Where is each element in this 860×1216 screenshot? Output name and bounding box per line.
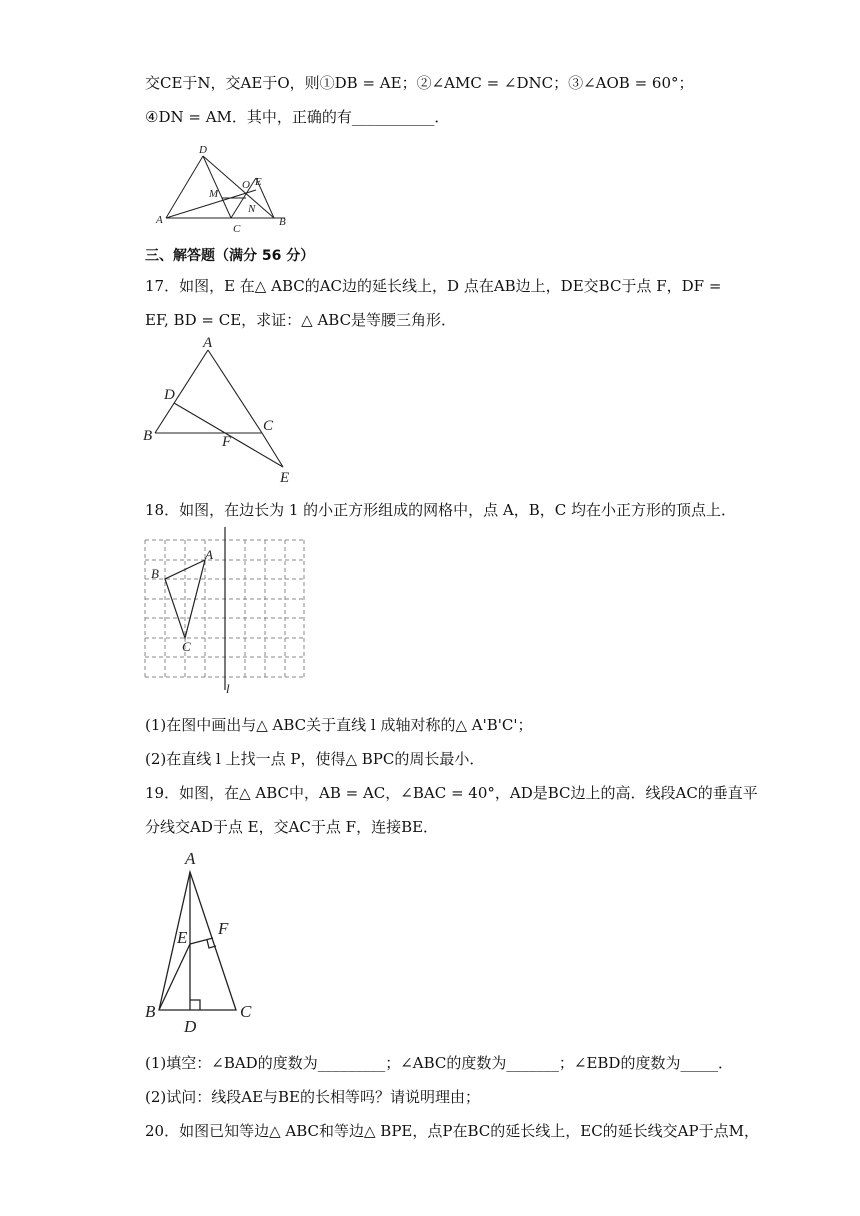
q17-label-A: A [203,335,213,351]
q16-label-D: D [199,144,207,156]
q18-part1: (1)在图中画出与△ ABC关于直线 l 成轴对称的△ A'B'C'； [145,716,533,734]
q18-label-C: C [182,639,191,654]
q17-label-D: D [164,387,175,403]
q17-label-E: E [280,470,290,486]
q19-label-C: C [240,1002,252,1021]
q19-part1: (1)填空：∠BAD的度数为_________；∠ABC的度数为_______；∠EBD的度数为_____． [145,1054,733,1072]
q17-line2: EF, BD = CE，求证：△ ABC是等腰三角形． [145,311,457,329]
q17-label-F: F [222,434,232,450]
q16-label-B: B [279,216,286,228]
q16-line2: ④DN = AM．其中，正确的有___________． [145,108,450,126]
section-title: 三、解答题（满分 56 分） [145,248,315,264]
q19-label-F: F [218,919,229,938]
q18-line1: 18．如图，在边长为 1 的小正方形组成的网格中，点 A，B，C 均在小正方形的顶点上． [145,501,737,519]
q16-label-O: O [242,179,250,191]
q19-label-A: A [185,849,196,868]
q19-label-B: B [145,1002,156,1021]
q19-label-D: D [184,1017,197,1036]
q19-line2: 分线交AD于点 E，交AC于点 F，连接BE． [145,818,439,836]
q16-label-C: C [233,223,241,235]
q16-label-N: N [248,203,256,215]
q16-line1: 交CE于N，交AE于O，则①DB = AE；②∠AMC = ∠DNC；③∠AOB = 60°； [145,74,694,92]
q17-label-C: C [263,418,274,434]
q17-line1: 17．如图，E 在△ ABC的AC边的延长线上，D 点在AB边上，DE交BC于点 F，DF = [145,277,722,295]
q16-label-M: M [209,188,219,200]
q17-label-B: B [143,428,153,444]
q18-part2: (2)在直线 l 上找一点 P，使得△ BPC的周长最小． [145,750,485,768]
q18-label-A: A [205,547,213,562]
q16-label-E: E [255,176,262,188]
q19-part2: (2)试问：线段AE与BE的长相等吗？请说明理由； [145,1088,481,1106]
q18-label-l: l [226,681,230,696]
q18-label-B: B [151,566,159,581]
q20-line1: 20．如图已知等边△ ABC和等边△ BPE，点P在BC的延长线上，EC的延长线交AP于点M， [145,1122,759,1140]
q16-label-A: A [156,214,163,226]
q19-label-E: E [177,928,188,947]
q19-line1: 19．如图，在△ ABC中，AB = AC，∠BAC = 40°，AD是BC边上的高．线段AC的垂直平 [145,784,758,802]
